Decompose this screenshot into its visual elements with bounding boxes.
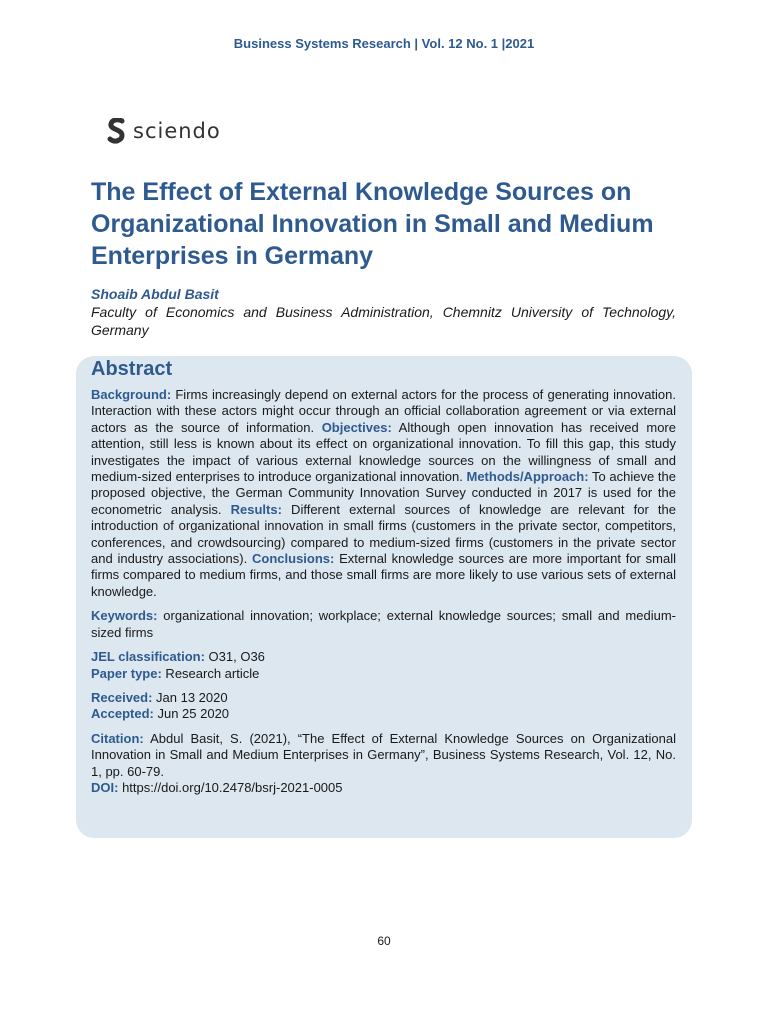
accepted-row — [91, 706, 676, 722]
received-label: Received: — [91, 689, 153, 705]
citation-row — [91, 731, 676, 780]
abstract-heading: Abstract — [91, 358, 173, 380]
jel-row — [91, 649, 676, 665]
doi-row — [91, 780, 676, 796]
publisher-logo — [107, 118, 221, 144]
keywords-block — [91, 608, 676, 641]
logo-wordmark: sciendo — [133, 119, 221, 143]
received-row — [91, 690, 676, 706]
keywords-label: Keywords: — [91, 608, 158, 624]
jel-label: JEL classification: — [91, 649, 205, 665]
conclusions-label: Conclusions: — [252, 551, 335, 567]
abstract-body — [91, 387, 676, 600]
paper-type-row — [91, 666, 676, 682]
classification-block — [91, 649, 676, 682]
accepted-label: Accepted: — [91, 706, 154, 722]
background-text: Firms increasingly depend on external actors for the process of generating innovation. Interaction with these actors might occur through an official collaboration agreement or via external actors as the source of information. — [91, 387, 676, 435]
article-title: The Effect of External Knowledge Sources on Organizational Innovation in Small and Medium Enterprises in Germany — [91, 178, 654, 270]
dates-block — [91, 690, 676, 723]
received-text: Jan 13 2020 — [152, 689, 228, 705]
background-label: Background: — [91, 387, 172, 402]
keywords-text: organizational innovation; workplace; external knowledge sources; small and medium-sized firms — [91, 608, 676, 640]
objectives-label: Objectives: — [321, 419, 392, 435]
paper-type-label: Paper type: — [91, 665, 162, 681]
methods-text: To achieve the proposed objective, the German Community Innovation Survey conducted in 2017 is used for the econometric analysis. — [91, 469, 676, 517]
results-text: Different external sources of knowledge are relevant for the introduction of organizational innovation in small firms (customers in the private sector, competitors, conferences, and crowdsourcing) compared to medium-sized firms (customers in the private sector and industry associations). — [91, 501, 676, 567]
page-number: 60 — [377, 934, 391, 948]
citation-label: Citation: — [91, 730, 144, 746]
methods-label: Methods/Approach: — [466, 469, 589, 485]
running-header: Business Systems Research | Vol. 12 No. 1 |2021 — [233, 36, 535, 51]
author-name: Shoaib Abdul Basit — [91, 286, 219, 302]
sciendo-s-logo-icon — [107, 118, 127, 144]
paper-type-text: Research article — [161, 665, 260, 681]
citation-block — [91, 731, 676, 797]
abstract-panel — [76, 356, 692, 838]
author-block — [91, 285, 676, 339]
jel-text: O31, O36 — [204, 649, 265, 665]
objectives-text: Although open innovation has received more attention, still less is known about its effect on organizational innovation. To fill this gap, this study investigates the impact of various external knowledge sources on the willingness of small and medium-sized enterprises to introduce organizational innovation. — [91, 419, 676, 485]
citation-text: Abdul Basit, S. (2021), “The Effect of External Knowledge Sources on Organizational Innovation in Small and Medium Enterprises in Germany”, Business Systems Research, Vol. 12, No. 1, pp. 60-79. — [91, 730, 676, 779]
doi-link[interactable]: https://doi.org/10.2478/bsrj-2021-0005 — [118, 779, 343, 795]
accepted-text: Jun 25 2020 — [153, 706, 230, 722]
author-affiliation: Faculty of Economics and Business Administration, Chemnitz University of Technology, Germany — [91, 304, 676, 338]
doi-label: DOI: — [91, 779, 119, 795]
conclusions-text: External knowledge sources are more important for small firms compared to medium firms, and those small firms are more likely to use various sets of external knowledge. — [91, 551, 676, 599]
results-label: Results: — [230, 501, 282, 517]
